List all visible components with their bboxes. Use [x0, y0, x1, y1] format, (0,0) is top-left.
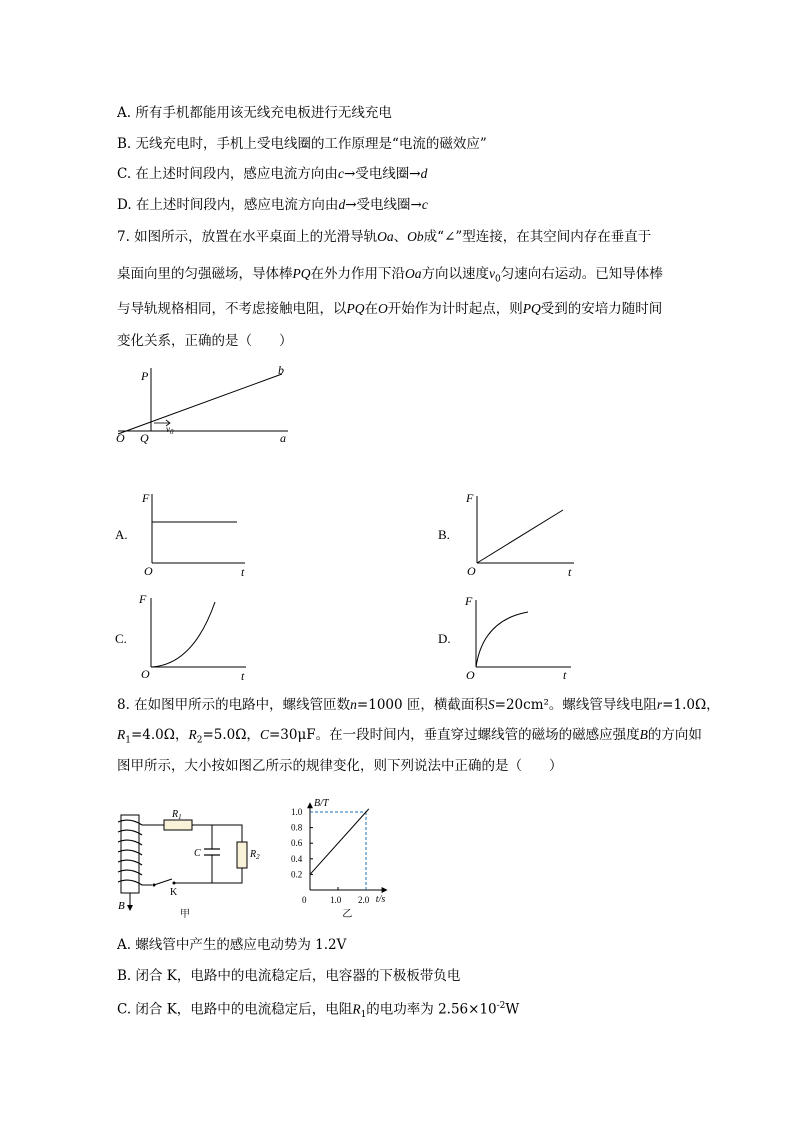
svg-text:R2: $R_2$ [250, 849, 260, 861]
svg-text:t: t [241, 669, 245, 683]
q7-stem-line2: 桌面向里的匀强磁场，导体棒PQ在外力作用下沿Oa方向以速度$v_0$匀速向右运动。已知导体棒 [117, 266, 663, 285]
y-tick-label: 0.6 [291, 838, 303, 849]
x-tick-label: 1.0 [330, 895, 342, 905]
label-Q: Q [140, 431, 149, 445]
q8-circuit-figure [112, 805, 260, 920]
x-axis-label: t/s [375, 894, 386, 905]
q8-stem-line2: $R_1=4.0\Omega$，$R_2=5.0\Omega$，C=30μF。在一段时间内，垂直穿过螺线管的磁场的磁感应强度B的方向如 [117, 727, 702, 746]
label-v0: $v_0$ [166, 424, 174, 436]
q7-rail-figure [110, 360, 300, 445]
svg-text:F: F [139, 592, 147, 606]
x-tick-label: 2.0 [358, 895, 370, 905]
svg-text:F: F [465, 594, 473, 608]
svg-text:O: O [466, 668, 475, 682]
x-tick-label: 0 [302, 895, 307, 905]
q7-option-c-label[interactable]: C. [115, 631, 127, 646]
q6-option-c: C. 在上述时间段内，感应电流方向由c→受电线圈→d [117, 166, 428, 182]
svg-text:F: F [466, 491, 474, 505]
y-tick-label: 0.4 [291, 853, 303, 864]
svg-text:t: t [568, 565, 572, 579]
q7-option-b-label[interactable]: B. [438, 527, 450, 542]
svg-text:t: t [563, 668, 567, 682]
q7-option-d-graph[interactable] [463, 592, 578, 682]
bt-line [310, 809, 369, 875]
q7-option-b-graph[interactable] [464, 488, 584, 578]
q8-stem-line1: 8. 在如图甲所示的电路中，螺线管匝数n=1000 匝，横截面积S=20cm²。螺线管导线电阻r=1.0Ω， [117, 697, 720, 713]
x-axis-arrow [382, 887, 388, 893]
label-P: P [141, 369, 149, 383]
svg-text:F: F [142, 491, 150, 505]
q8-stem-line3: 图甲所示，大小按如图乙所示的规律变化，则下列说法中正确的是（ ） [117, 758, 563, 774]
svg-text:O: O [144, 564, 153, 578]
svg-text:R1: $R_1$ [172, 809, 182, 821]
svg-text:O: O [467, 564, 476, 578]
graph-caption: 乙 [342, 909, 353, 920]
q6-option-b: B. 无线充电时，手机上受电线圈的工作原理是“电流的磁效应” [117, 136, 487, 152]
label-O: O [116, 431, 125, 445]
svg-text:B: B [118, 900, 125, 912]
q7-option-c-graph[interactable] [138, 590, 253, 683]
svg-text:C: C [194, 848, 201, 859]
q8-option-b: B. 闭合 K，电路中的电流稳定后，电容器的下极板带负电 [117, 968, 461, 984]
q7-stem-line1: 7. 如图所示，放置在水平桌面上的光滑导轨Oa、Ob成“∠”型连接，在其空间内存在垂直于 [117, 229, 652, 245]
label-a: a [280, 431, 286, 445]
q6-option-d: D. 在上述时间段内，感应电流方向由d→受电线圈→c [117, 197, 428, 213]
y-tick-label: 0.2 [291, 869, 303, 880]
q7-stem-line4: 变化关系，正确的是（ ） [117, 333, 293, 349]
q7-option-a-label[interactable]: A. [115, 527, 128, 542]
q7-option-a-graph[interactable] [140, 488, 255, 578]
y-axis-arrow [307, 802, 313, 808]
label-b: b [278, 363, 284, 377]
svg-text:O: O [141, 667, 150, 681]
svg-text:t: t [241, 565, 245, 579]
q8-option-a: A. 螺线管中产生的感应电动势为 1.2V [117, 937, 347, 953]
q7-stem-line3: 与导轨规格相同，不考虑接触电阻，以PQ在O开始作为计时起点，则PQ受到的安培力随时间 [117, 301, 663, 317]
q7-option-d-label[interactable]: D. [438, 631, 451, 646]
q8-bt-graph [285, 785, 410, 920]
svg-text:K: K [170, 887, 178, 898]
q8-option-c: C. 闭合 K，电路中的电流稳定后，电阻$R_1$的电功率为 $2.56\times 10^{-2}W$ [117, 1001, 520, 1021]
y-axis-label: B/T [314, 798, 329, 810]
y-tick-label: 0.8 [291, 822, 303, 833]
q6-option-a: A. 所有手机都能用该无线充电板进行无线充电 [117, 105, 392, 121]
y-tick-label: 1.0 [291, 807, 303, 817]
circuit-caption: 甲 [180, 909, 190, 920]
